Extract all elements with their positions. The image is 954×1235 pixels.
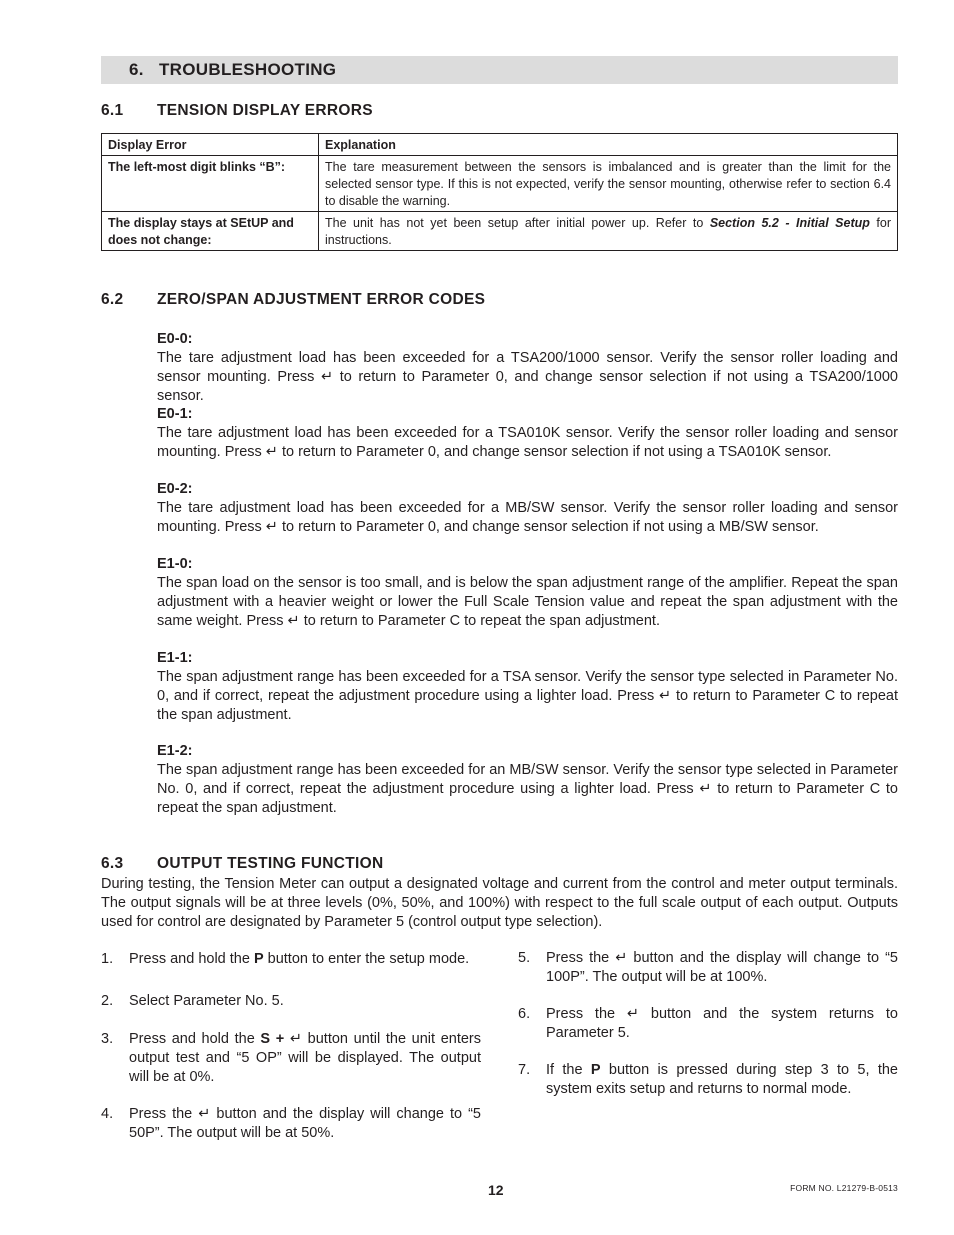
subsection-number: 6.3 bbox=[101, 855, 124, 872]
error-code-label: E0-0: bbox=[157, 331, 193, 347]
step-number: 2. bbox=[101, 993, 114, 1009]
error-code-e0-1 bbox=[157, 405, 898, 462]
step-text-part: ↵ button until the unit enters output test and “5 OP” will be displayed. The output will be at 0%. bbox=[129, 1031, 481, 1085]
error-code-description: The span adjustment range has been exceeded for a TSA sensor. Verify the sensor type selected in Parameter No. 0, and if correct, repeat the adjustment procedure using a lighter load. Press ↵ to return to Parameter C to repeat the span adjustment. bbox=[157, 669, 898, 723]
explanation-text: for instructions. bbox=[325, 216, 892, 247]
subsection-number: 6.1 bbox=[101, 102, 124, 119]
error-code-e0-0 bbox=[157, 330, 898, 406]
error-code-label: E1-2: bbox=[157, 743, 193, 759]
output-testing-intro: During testing, the Tension Meter can output a designated voltage and current from the control and meter output terminals. The output signals will be at three levels (0%, 50%, and 100%) with respect to the full scale output of each output. Outputs used for control are designated by Parameter 5 (control output type selection). bbox=[101, 876, 898, 930]
step-text-part: Press the ↵ button and the display will change to “5 50P”. The output will be at 50%. bbox=[129, 1106, 481, 1141]
error-code-label: E1-0: bbox=[157, 556, 193, 572]
step-number: 4. bbox=[101, 1106, 114, 1122]
error-code-e1-1 bbox=[157, 649, 898, 725]
step-text-part: button to enter the setup mode. bbox=[263, 951, 470, 967]
subsection-title: ZERO/SPAN ADJUSTMENT ERROR CODES bbox=[157, 291, 486, 308]
error-code-description: The tare adjustment load has been exceeded for a TSA200/1000 sensor. Verify the sensor roller loading and sensor mounting. Press ↵ to return to Parameter 0, and change sensor selection if not using a TSA200/1000 sensor. bbox=[157, 350, 898, 404]
table-header-row bbox=[102, 134, 898, 156]
display-error-cell: The display stays at SEtUP and does not change: bbox=[102, 212, 319, 251]
error-code-e1-2 bbox=[157, 742, 898, 818]
button-name: P bbox=[253, 951, 264, 967]
step-text-part: Press the ↵ button and the display will change to “5 100P”. The output will be at 100%. bbox=[546, 950, 898, 985]
section-number: 6. bbox=[129, 60, 144, 79]
column-header-display-error: Display Error bbox=[102, 134, 319, 156]
step-text bbox=[546, 949, 898, 987]
form-number: FORM NO. L21279-B-0513 bbox=[790, 1183, 898, 1193]
table-row bbox=[102, 156, 898, 212]
display-error-cell: The left-most digit blinks “B”: bbox=[102, 156, 319, 212]
section-reference: Section 5.2 - Initial Setup bbox=[709, 216, 870, 230]
error-code-e0-2 bbox=[157, 480, 898, 537]
step-text bbox=[129, 992, 481, 1011]
step-text-part: Press and hold the bbox=[129, 1031, 261, 1047]
button-name: P bbox=[590, 1062, 601, 1078]
step-text bbox=[546, 1005, 898, 1043]
step-text-part: Select Parameter No. 5. bbox=[129, 993, 284, 1009]
step-text-part: button is pressed during step 3 to 5, the system exits setup and returns to normal mode. bbox=[546, 1062, 898, 1097]
button-name: S + bbox=[260, 1031, 285, 1047]
error-code-label: E0-2: bbox=[157, 481, 193, 497]
step-text bbox=[129, 1105, 481, 1143]
section-title: TROUBLESHOOTING bbox=[159, 60, 337, 79]
error-code-label: E0-1: bbox=[157, 406, 193, 422]
explanation-cell bbox=[319, 212, 898, 251]
page-number: 12 bbox=[488, 1182, 504, 1198]
step-text-part: Press and hold the bbox=[129, 951, 254, 967]
step-text-part: Press the ↵ button and the system returns to Parameter 5. bbox=[546, 1006, 898, 1041]
subsection-number: 6.2 bbox=[101, 291, 124, 308]
display-errors-table bbox=[101, 133, 898, 251]
explanation-text: The unit has not yet been setup after initial power up. Refer to bbox=[325, 216, 710, 230]
column-header-explanation: Explanation bbox=[319, 134, 898, 156]
table-row bbox=[102, 212, 898, 251]
step-text-part: If the bbox=[546, 1062, 591, 1078]
error-code-description: The tare adjustment load has been exceeded for a MB/SW sensor. Verify the sensor roller loading and sensor mounting. Press ↵ to return to Parameter 0, and change sensor selection if not using a MB/SW sensor. bbox=[157, 500, 898, 535]
step-number: 7. bbox=[518, 1062, 531, 1078]
section-header bbox=[101, 56, 898, 84]
step-text bbox=[129, 1030, 481, 1087]
error-code-description: The span adjustment range has been exceeded for an MB/SW sensor. Verify the sensor type selected in Parameter No. 0, and if correct, repeat the adjustment procedure using a lighter load. Press ↵ to return to Parameter C to repeat the span adjustment. bbox=[157, 762, 898, 816]
error-code-e1-0 bbox=[157, 555, 898, 631]
error-code-label: E1-1: bbox=[157, 650, 193, 666]
error-code-description: The span load on the sensor is too small, and is below the span adjustment range of the amplifier. Repeat the span adjustment with a heavier weight or lower the Full Scale Tension value and repeat the span adjustment with the same weight. Press ↵ to return to Parameter C to repeat the span adjustment. bbox=[157, 575, 898, 629]
step-number: 1. bbox=[101, 951, 114, 967]
step-text bbox=[129, 950, 481, 969]
subsection-title: OUTPUT TESTING FUNCTION bbox=[157, 855, 384, 872]
subsection-title: TENSION DISPLAY ERRORS bbox=[157, 102, 373, 119]
step-text bbox=[546, 1061, 898, 1099]
explanation-cell: The tare measurement between the sensors is imbalanced and is greater than the limit for the selected sensor type. If this is not expected, verify the sensor mounting, otherwise refer to section 6.4 to disable the warning. bbox=[319, 156, 898, 212]
step-number: 3. bbox=[101, 1031, 114, 1047]
step-number: 6. bbox=[518, 1006, 531, 1022]
step-number: 5. bbox=[518, 950, 531, 966]
error-code-description: The tare adjustment load has been exceeded for a TSA010K sensor. Verify the sensor roller loading and sensor mounting. Press ↵ to return to Parameter 0, and change sensor selection if not using a TSA010K sensor. bbox=[157, 425, 898, 460]
